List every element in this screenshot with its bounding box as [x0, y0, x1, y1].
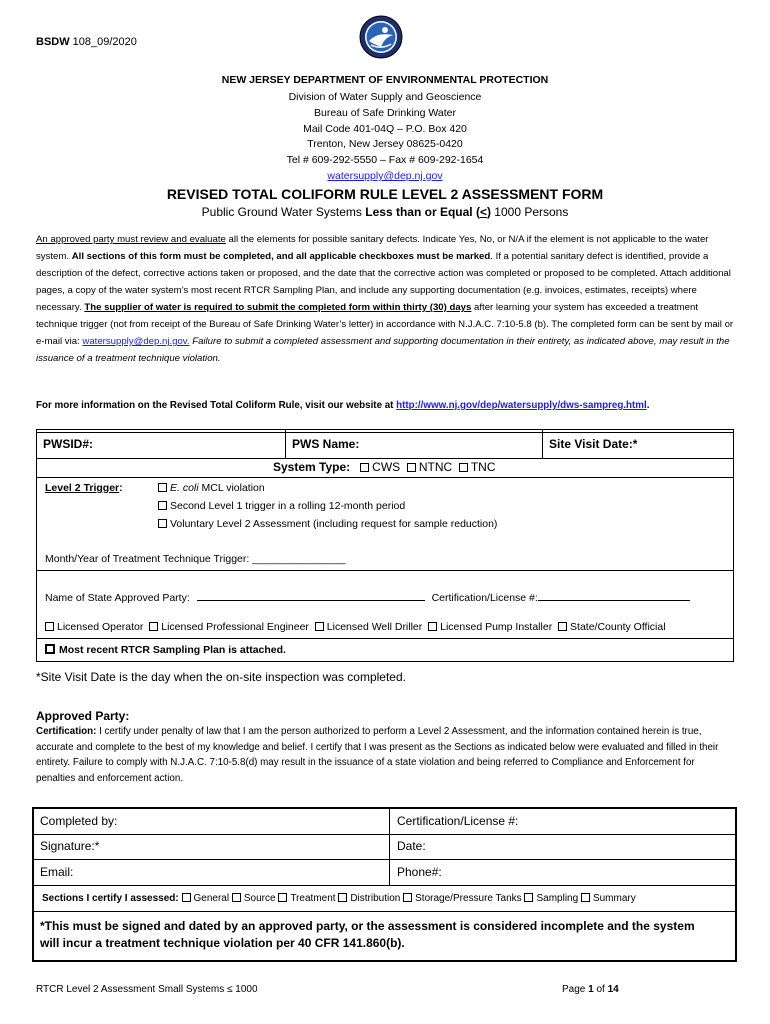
licensed-engineer-checkbox[interactable]: Licensed Professional Engineer: [149, 621, 309, 633]
agency-name: NEW JERSEY DEPARTMENT OF ENVIRONMENTAL PROTECTION: [221, 74, 549, 86]
form-subtitle: Public Ground Water Systems Less than or Equal (<) 1000 Persons: [201, 205, 569, 219]
month-year-trigger-field[interactable]: Month/Year of Treatment Technique Trigger: ________________: [45, 553, 346, 565]
site-visit-note: *Site Visit Date is the day when the on-site inspection was completed.: [36, 670, 406, 684]
signature-field[interactable]: Signature:*: [40, 839, 100, 853]
trigger-ecoli-checkbox[interactable]: E. coli MCL violation: [158, 482, 265, 494]
phone-field[interactable]: Phone#:: [397, 865, 442, 879]
address-line: Division of Water Supply and Geoscience: [288, 91, 482, 103]
completed-by-field[interactable]: Completed by:: [40, 814, 118, 828]
sections-assessed-row: Sections I certify I assessed: General Source Treatment Distribution Storage/Pressure Tanks Sampling Summary: [42, 893, 636, 904]
approved-party-row: Name of State Approved Party: Certification/License #:: [45, 590, 725, 604]
cws-checkbox[interactable]: CWS: [360, 460, 400, 474]
certification-statement: Certification: I certify under penalty of law that I am the person authorized to perform a Level 2 Assessment, and the information contained herein is true, accurate and complete to the best of my knowledge and belief. I certify that I was present as the Sections as indicated below were evaluated and filled in their entirety. Failure to comply with N.J.A.C. 7:10-5.8(d) may result in the issuance of a state violation and being referred to Compliance and Enforcement for penalties and enforcement action.: [36, 726, 719, 784]
section-distribution-checkbox[interactable]: Distribution: [338, 893, 400, 904]
approved-party-heading: Approved Party:: [36, 709, 130, 723]
trigger-second-level1-checkbox[interactable]: Second Level 1 trigger in a rolling 12-month period: [158, 500, 405, 512]
section-general-checkbox[interactable]: General: [182, 893, 230, 904]
level2-trigger-label: Level 2 Trigger:: [45, 482, 123, 494]
section-summary-checkbox[interactable]: Summary: [581, 893, 636, 904]
address-block: [0, 90, 770, 185]
section-treatment-checkbox[interactable]: Treatment: [278, 893, 335, 904]
licensed-well-driller-checkbox[interactable]: Licensed Well Driller: [315, 621, 423, 633]
footer-title: RTCR Level 2 Assessment Small Systems ≤ 1000: [36, 984, 258, 995]
pwsid-label: PWSID#:: [43, 437, 94, 451]
system-type-row: System Type: CWS NTNC TNC: [273, 460, 496, 474]
email-link-inline[interactable]: watersupply@dep.nj.gov.: [82, 336, 190, 347]
address-line: Trenton, New Jersey 08625-0420: [307, 138, 463, 151]
licensed-pump-installer-checkbox[interactable]: Licensed Pump Installer: [428, 621, 552, 633]
site-visit-date-label: Site Visit Date:*: [549, 437, 638, 451]
approved-party-name-field[interactable]: [197, 590, 425, 601]
date-field[interactable]: Date:: [397, 839, 426, 853]
section-sampling-checkbox[interactable]: Sampling: [524, 893, 578, 904]
section-source-checkbox[interactable]: Source: [232, 893, 276, 904]
website-link[interactable]: http://www.nj.gov/dep/watersupply/dws-sampreg.html: [396, 400, 647, 411]
tnc-checkbox[interactable]: TNC: [459, 460, 496, 474]
section-storage-checkbox[interactable]: Storage/Pressure Tanks: [403, 893, 522, 904]
email-field[interactable]: Email:: [40, 865, 74, 879]
address-line: Mail Code 401-04Q – P.O. Box 420: [303, 122, 467, 135]
email-link[interactable]: watersupply@dep.nj.gov: [327, 169, 443, 182]
document-code: BSDW 108_09/2020: [36, 36, 137, 48]
form-title: REVISED TOTAL COLIFORM RULE LEVEL 2 ASSESSMENT FORM: [166, 186, 604, 202]
licensed-operator-checkbox[interactable]: Licensed Operator: [45, 621, 143, 633]
address-line: Bureau of Safe Drinking Water: [313, 106, 456, 119]
more-info-line: For more information on the Revised Total Coliform Rule, visit our website at http://www.nj.gov/dep/watersupply/dws-sampreg.html.: [36, 400, 650, 411]
njdep-seal-logo: [359, 15, 403, 59]
address-line: Tel # 609-292-5550 – Fax # 609-292-1654: [286, 154, 484, 167]
ntnc-checkbox[interactable]: NTNC: [407, 460, 452, 474]
rtcr-plan-checkbox[interactable]: Most recent RTCR Sampling Plan is attached.: [45, 644, 286, 656]
certification-license-field[interactable]: [538, 590, 690, 601]
license-type-row: [45, 621, 666, 633]
instructions-paragraph: An approved party must review and evaluate all the elements for possible sanitary defects. Indicate Yes, No, or N/A if the element is not applicable to the water system. All sections of this form must be completed, and all applicable checkboxes must be marked. If a potential sanitary defect is identified, provide a description of the defect, corrective actions taken or proposed, and the date that the corrective action was completed or proposed to be completed. Attach additional pages, a copy of the water system’s most recent RTCR Sampling Plan, and include any supporting documentation (e.g. invoices, estimates, receipts) where necessary. The supplier of water is required to submit the completed form within thirty (30) days after learning your system has exceeded a treatment technique trigger (not from receipt of the Bureau of Safe Drinking Water’s letter) in accordance with N.J.A.C. 7:10-5.8 (b). The completed form can be sent by mail or e-mail via: watersupply@dep.nj.gov. Failure to submit a completed assessment and supporting documentation in their entirety, as indicated above, may result in the issuance of a treatment technique violation.: [36, 234, 734, 364]
pws-name-label: PWS Name:: [292, 437, 360, 451]
state-county-official-checkbox[interactable]: State/County Official: [558, 621, 666, 633]
sign-cert-license-field[interactable]: Certification/License #:: [397, 814, 519, 828]
page-number: Page 1 of 14: [562, 984, 619, 995]
signature-warning: *This must be signed and dated by an approved party, or the assessment is considered incomplete and the system will incur a treatment technique violation per 40 CFR 141.860(b).: [40, 919, 695, 950]
trigger-voluntary-checkbox[interactable]: Voluntary Level 2 Assessment (including request for sample reduction): [158, 518, 497, 530]
